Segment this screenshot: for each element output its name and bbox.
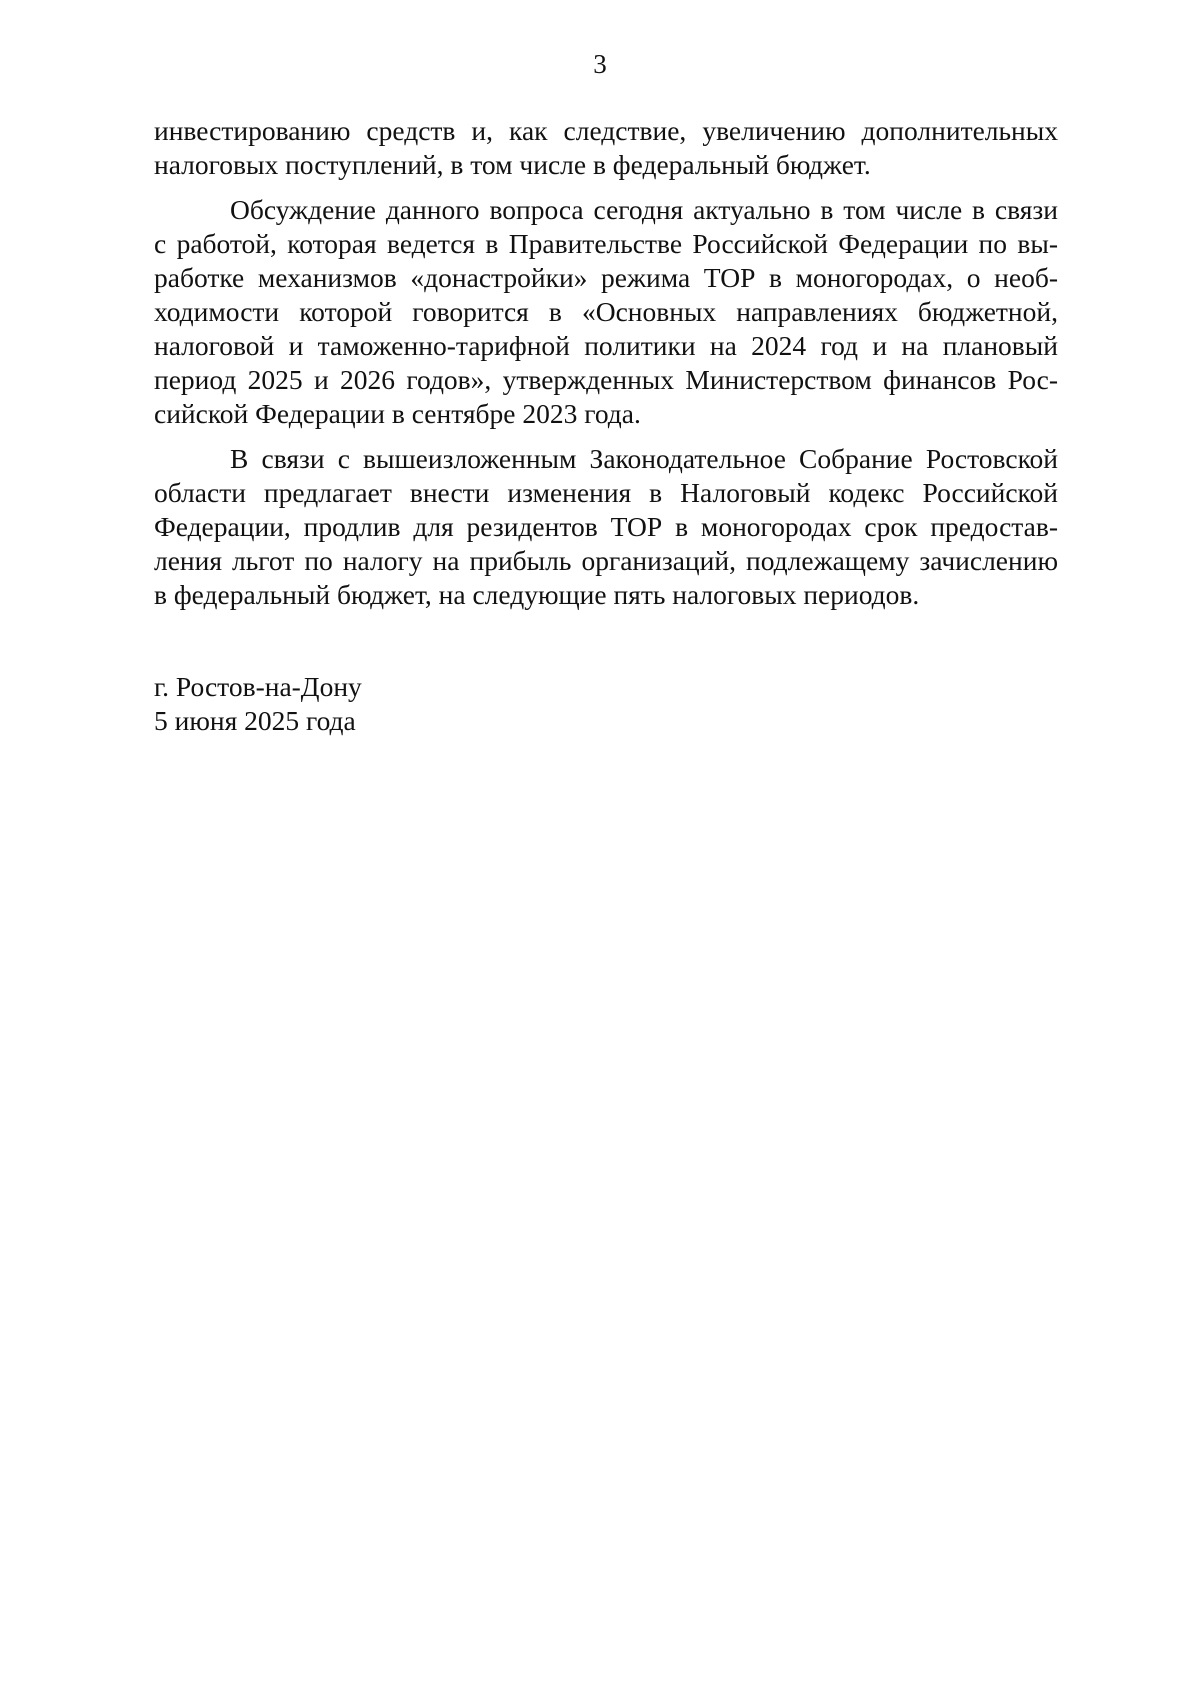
text-line: сийской Федерации в сентябре 2023 года. <box>154 398 641 429</box>
page-number: 3 <box>593 49 607 79</box>
text-line: ления льгот по налогу на прибыль организаций, подлежащему зачислению <box>154 545 1058 576</box>
signature-place: г. Ростов-на-Дону <box>154 671 362 702</box>
text-line: налоговой и таможенно-тарифной политики на 2024 год и на плановый <box>154 330 1058 361</box>
text-line: с работой, которая ведется в Правительстве Российской Федерации по вы- <box>154 228 1058 259</box>
text-line: инвестированию средств и, как следствие, увеличению дополнительных <box>154 115 1058 146</box>
signature-block <box>154 670 362 738</box>
text-line: Федерации, продлив для резидентов ТОР в моногородах срок предостав- <box>154 511 1058 542</box>
text-line: период 2025 и 2026 годов», утвержденных Министерством финансов Рос- <box>154 364 1058 395</box>
text-line: В связи с вышеизложенным Законодательное Собрание Ростовской <box>230 443 1058 474</box>
text-line: в федеральный бюджет, на следующие пять налоговых периодов. <box>154 579 920 610</box>
signature-date: 5 июня 2025 года <box>154 705 356 736</box>
paragraph-discussion <box>154 193 1058 431</box>
paragraph-proposal <box>154 442 1058 612</box>
paragraph-continued <box>154 114 1058 182</box>
text-line: Обсуждение данного вопроса сегодня актуально в том числе в связи <box>230 194 1058 225</box>
text-line: работке механизмов «донастройки» режима ТОР в моногородах, о необ- <box>154 262 1058 293</box>
document-body <box>154 114 1058 612</box>
text-line: ходимости которой говорится в «Основных направлениях бюджетной, <box>154 296 1058 327</box>
text-line: области предлагает внести изменения в Налоговый кодекс Российской <box>154 477 1058 508</box>
text-line: налоговых поступлений, в том числе в федеральный бюджет. <box>154 149 871 180</box>
